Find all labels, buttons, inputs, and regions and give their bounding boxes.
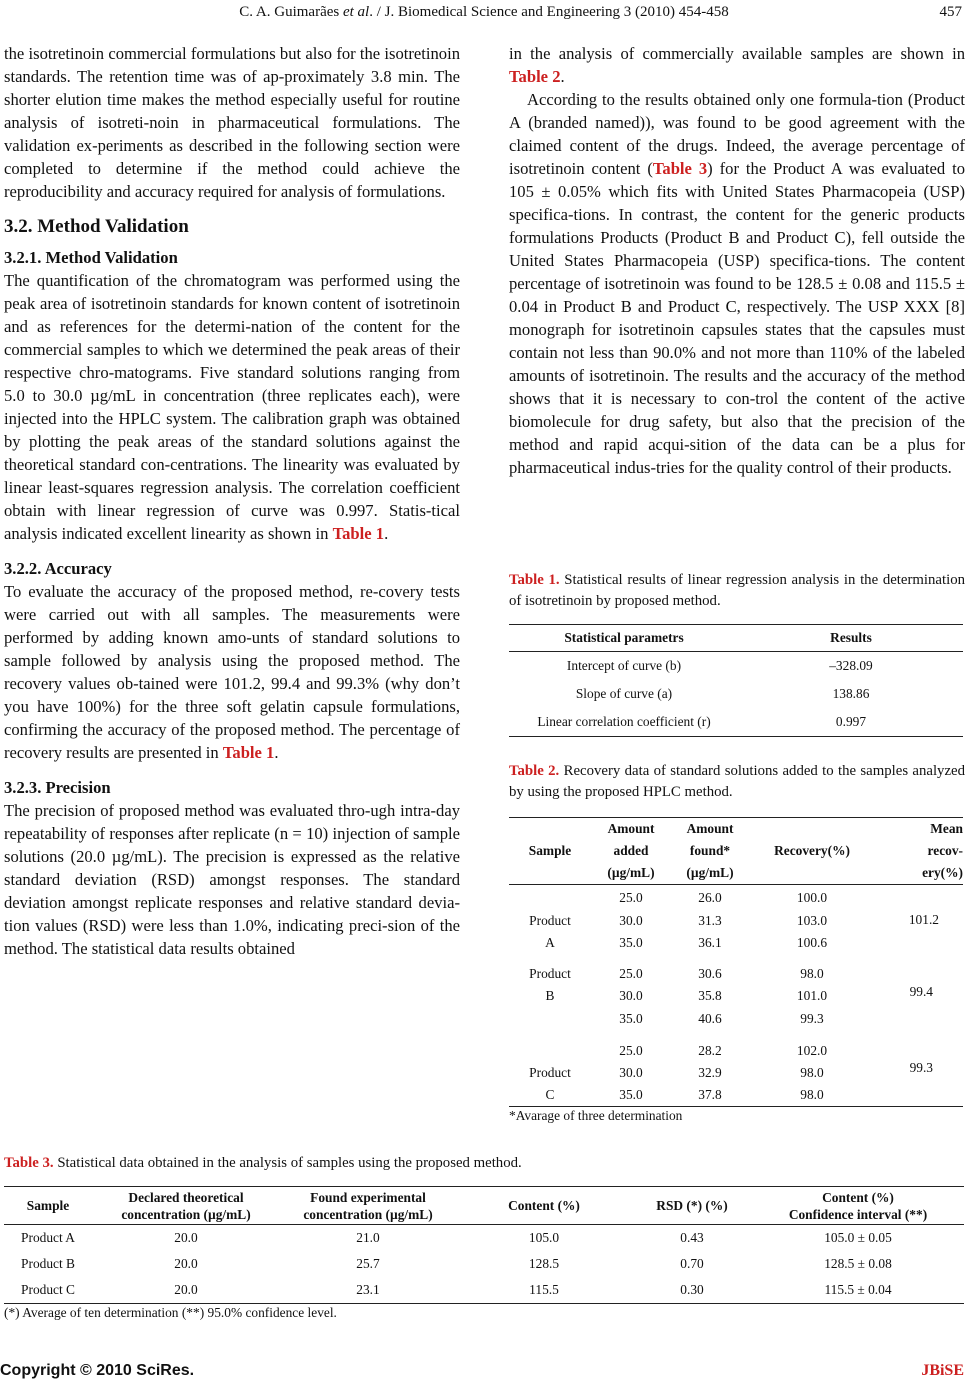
table-cell: 20.0	[174, 1281, 198, 1297]
paragraph-text: The quantification of the chromatogram was performed using the peak area of isotretinoin standards for known content of isotretinoin and as references for the determi-nation of the content for the commercial samples to which we determined the peak areas of their respective chro-matograms. Five standard solutions ranging from 5.0 to 30.0 µg/mL in concentration (three replicates each), were injected into the HPLC system. The calibration graph was obtained by plotting the peak areas of the standard solutions against the theoretical standard con-centrations. The linearity was evaluated by linear least-squares regression analysis. The correlation coefficient obtain with linear regression of curve was 0.997. Statis-tical analysis indicated excellent linearity as shown in	[4, 271, 460, 543]
paragraph-text: According to the results obtained only one formula-tion (Product A (branded named)), was found to be good agreement with the claimed content of the drugs. Indeed, the average percentage of isotretinoin content (	[509, 90, 965, 178]
table-cell: Intercept of curve (b)	[566, 657, 682, 673]
table-row	[509, 885, 963, 955]
header-line: Amount	[686, 821, 734, 836]
table-cell: Product B	[21, 1255, 75, 1271]
table-row	[4, 1277, 964, 1304]
table-cell: 115.5	[529, 1281, 559, 1297]
column-header: Recovery(%)	[774, 843, 850, 858]
column-header: Declared theoretical concentration (µg/mL)	[121, 1189, 251, 1222]
paragraph	[509, 42, 965, 88]
table-row	[4, 1225, 964, 1251]
table-2-block	[509, 761, 965, 1125]
column-header: Statistical parametrs	[564, 630, 684, 645]
table-cell: 101.2	[908, 911, 939, 927]
table-2	[509, 817, 963, 1107]
column-header: Results	[830, 630, 872, 645]
table-cell: 0.43	[680, 1229, 704, 1245]
header-line: found*	[689, 843, 731, 858]
table-cell: 0.70	[680, 1255, 704, 1271]
caption-text: Statistical data obtained in the analysis of samples using the proposed method.	[57, 1155, 522, 1171]
column-header: RSD (*) (%)	[656, 1198, 728, 1213]
table-row	[4, 1251, 964, 1277]
header-line: added	[613, 843, 649, 858]
paragraph-text: ) for the Product A was evaluated to 105 ± 0.05% which fits with United States Pharmacopeia (USP) specifica-tions. In contrast, the content for the generic products formulations Products (Product B and Product C), fell outside the United States Pharmacopeia (USP) specifica-tions. The content percentage of isotretinoin was found to be 128.5 ± 0.08 and 115.5 ± 0.04 in Product B and Product C, respectively. The USP XXX [8] monograph for isotretinoin capsules states that the capsules must contain not less than 90.0% and not more than 110% of the labeled amounts of isotretinoin. The results and the accuracy of the method shows that it is necessary to con-trol the content of the active biomolecule for drug safety, but also that the precision of the method and rapid acqui-sition of the data can be a plus for pharmaceutical indus-tries for the quality control of their products.	[509, 159, 965, 477]
table-cell: 26.0 31.3 36.1	[698, 890, 722, 950]
table-cell: 25.0 30.0 35.0	[619, 1043, 643, 1102]
column-header	[671, 818, 749, 885]
table-2-caption	[509, 761, 965, 803]
table-cell: 28.2 32.9 37.8	[698, 1043, 722, 1102]
column-header: Found experimental concentration (µg/mL)	[303, 1189, 433, 1222]
table-ref-link[interactable]: Table 1	[222, 743, 275, 762]
table-cell: Product A	[529, 912, 571, 950]
table-row	[509, 652, 963, 680]
table-3-caption	[4, 1153, 966, 1174]
table-2-footnote: *Avarage of three determination	[509, 1108, 683, 1123]
table-3-footnote: (*) Average of ten determination (**) 95.0% confidence level.	[4, 1305, 337, 1320]
table-row	[509, 955, 963, 1031]
table-cell: 30.6 35.8 40.6	[698, 965, 722, 1026]
header-line: recov-	[927, 843, 963, 858]
table-cell: 105.0	[528, 1229, 560, 1245]
section-heading: 3.2. Method Validation	[4, 216, 189, 237]
table-cell: 20.0	[174, 1229, 198, 1245]
paragraph	[4, 580, 460, 764]
table-cell: 100.0 103.0 100.6	[796, 890, 828, 950]
table-label: Table 3.	[4, 1155, 54, 1171]
table-1-block	[509, 570, 965, 737]
header-line: (µg/mL)	[686, 865, 734, 880]
caption-text: Recovery data of standard solutions added to the samples analyzed by using the proposed HPLC method.	[509, 763, 965, 800]
paragraph: The precision of proposed method was evaluated thro-ugh intra-day repeatability of responses after replicate (n = 10) injection of sample solutions (20.0 µg/mL). The precision is expressed as the relative standard deviation (RSD) amongst responses. The standard deviation amongst replicate responses and relative standard devia-tion values (RSD) were less than 1.0%, indicating preci-sion of the method. The statistical data results obtained	[4, 801, 460, 958]
column-header: Content (%)	[508, 1198, 580, 1213]
header-etal: et al	[342, 4, 370, 20]
paragraph-text: in the analysis of commercially available samples are shown in	[509, 44, 965, 63]
table-cell: 0.30	[680, 1281, 704, 1297]
table-cell: 98.0 101.0 99.3	[796, 965, 828, 1026]
table-3	[4, 1186, 964, 1304]
paragraph-text: .	[560, 67, 565, 86]
header-line: Mean	[930, 821, 963, 836]
table-cell: Product C	[529, 1065, 571, 1102]
table-3-block	[4, 1153, 966, 1322]
table-ref-link[interactable]: Table 2	[509, 67, 561, 86]
paragraph-text: To evaluate the accuracy of the proposed method, re-covery tests were carried out with all samples. The measurements were performed by adding known amo-unts of standard solutions to sample followed by analysis using the proposed method. The recovery values ob-tained were 101.2, 99.4 and 99.3% (why don’t you have 100%) for the three soft gelatin capsule formulations, confirming the accuracy of the proposed method. The percentage of recovery results are presented in	[4, 582, 460, 762]
table-cell: 0.997	[835, 713, 867, 729]
table-label: Table 2.	[509, 763, 560, 779]
paragraph	[509, 88, 965, 479]
table-ref-link[interactable]: Table 1	[332, 524, 385, 543]
journal-abbreviation: JBiSE	[921, 1362, 964, 1379]
table-cell: Product C	[21, 1281, 75, 1297]
table-cell: –328.09	[829, 657, 873, 673]
paragraph-text: .	[384, 524, 389, 543]
table-cell: Product A	[21, 1229, 75, 1245]
table-row	[509, 1030, 963, 1107]
header-line: (µg/mL)	[607, 865, 655, 880]
column-header	[591, 818, 671, 885]
table-cell: Linear correlation coefficient (r)	[537, 713, 711, 729]
column-header: Sample	[26, 1198, 70, 1213]
table-row	[509, 680, 963, 708]
table-cell: 105.0 ± 0.05	[824, 1229, 892, 1245]
column-header: Sample	[528, 843, 572, 858]
table-cell: 128.5	[528, 1255, 560, 1271]
caption-text: Statistical results of linear regression analysis in the determination of isotretinoin by proposed method.	[509, 572, 965, 609]
left-column	[4, 42, 460, 960]
table-cell: 138.86	[832, 685, 870, 701]
subsection-heading: 3.2.1. Method Validation	[4, 248, 178, 267]
table-cell: 102.0 98.0 98.0	[796, 1043, 828, 1102]
table-cell: 115.5 ± 0.04	[824, 1281, 892, 1297]
header-journal: . / J. Biomedical Science and Engineering 3 (2010) 454-458	[369, 4, 729, 20]
table-cell: 25.7	[356, 1255, 380, 1271]
column-header	[875, 818, 963, 885]
table-label: Table 1.	[509, 572, 560, 588]
copyright-notice: Copyright © 2010 SciRes.	[0, 1362, 195, 1379]
subsection-heading: 3.2.3. Precision	[4, 778, 111, 797]
right-column	[509, 42, 965, 479]
table-cell: 99.3	[909, 1060, 933, 1075]
header-line: ery(%)	[922, 865, 963, 880]
table-1	[509, 624, 963, 737]
paragraph: the isotretinoin commercial formulations but also for the isotretinoin standards. The retention time was of ap-proximately 3.8 min. The shorter elution time makes the method especially useful for routine analysis of isotreti-noin in pharmaceutical formulations. The validation ex-periments as described in the following section were completed to determine if the method could achieve the reproducibility and accuracy required for analysis of formulations.	[4, 44, 460, 201]
page-number: 457	[939, 4, 962, 20]
paragraph	[4, 269, 460, 545]
table-cell: Slope of curve (a)	[575, 685, 673, 701]
table-cell: 99.4	[909, 984, 933, 999]
table-row	[509, 708, 963, 737]
paragraph-text: .	[274, 743, 279, 762]
subsection-heading: 3.2.2. Accuracy	[4, 559, 112, 578]
table-cell: 20.0	[174, 1255, 198, 1271]
table-cell: 25.0 30.0 35.0	[619, 965, 643, 1026]
running-header	[0, 4, 968, 21]
header-authors: C. A. Guimarães	[239, 4, 340, 20]
header-line: Amount	[607, 821, 655, 836]
table-cell: Product B	[529, 965, 571, 1003]
column-header: Content (%) Confidence interval (**)	[788, 1189, 928, 1222]
table-ref-link[interactable]: Table 3	[652, 159, 708, 178]
table-cell: 23.1	[356, 1281, 380, 1297]
table-1-caption	[509, 570, 965, 612]
table-cell: 21.0	[356, 1229, 380, 1245]
table-cell: 128.5 ± 0.08	[824, 1255, 892, 1271]
table-cell: 25.0 30.0 35.0	[619, 890, 643, 950]
